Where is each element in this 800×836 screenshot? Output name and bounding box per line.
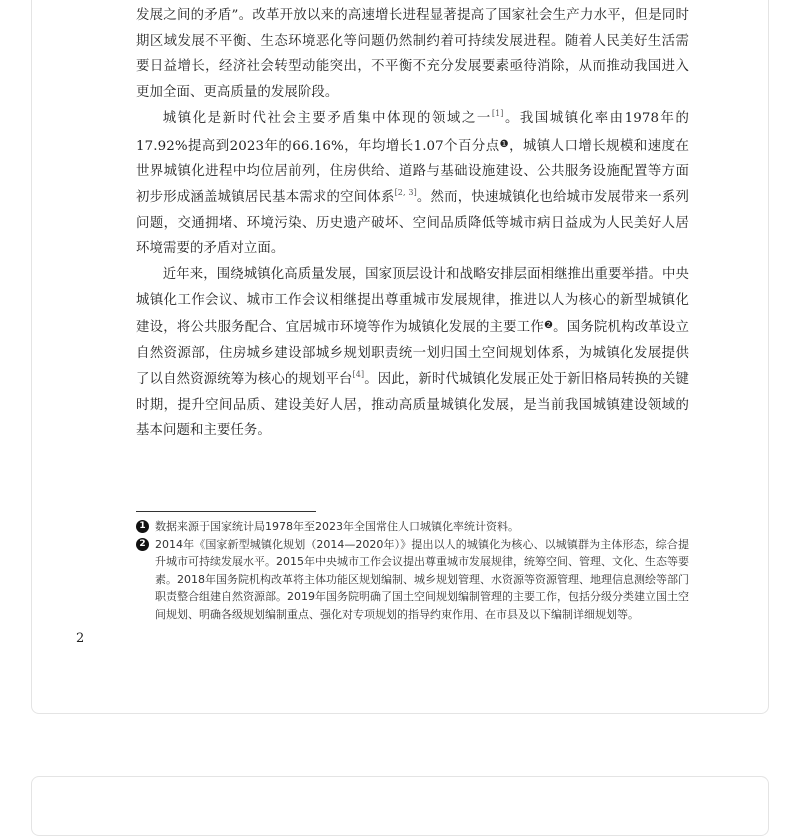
footnote-marker: ❶ bbox=[499, 138, 510, 150]
paragraph-1-text: 发展之间的矛盾”。改革开放以来的高速增长进程显著提高了国家社会生产力水平，但是同时期区域发展不平衡、生态环境恶化等问题仍然制约着可持续发展进程。随着人民美好生活需要日益增长，经济社会转型动能突出，不平衡不充分发展要素亟待消除，从而推动我国进入更加全面、更高质量的发展阶段。 bbox=[136, 8, 689, 101]
paragraph-3-text-a: 近年来，围绕城镇化高质量发展，国家顶层设计和战略安排层面相继推出重要举措。中央城镇化工作会议、城市工作会议相继提出尊重城市发展规律，推进以人为核心的新型城镇化建设，将公共服务配合、宜居城市环境等作为城镇化发展的主要工作 bbox=[136, 267, 689, 336]
citation-ref: [2, 3] bbox=[394, 187, 417, 197]
footnote-1 bbox=[136, 518, 689, 536]
footnote-number-badge: 1 bbox=[136, 520, 149, 533]
paragraph-2-text-c: ，城镇人口增长规模和速度在世界城镇化进程中均位居前列，住房供给、道路与基础设施建设、公共服务设施配置等方面初步形成涵盖城镇居民基本需求的空间体系 bbox=[136, 138, 689, 205]
paragraph-1 bbox=[136, 3, 689, 106]
footnotes bbox=[136, 518, 689, 623]
footnote-marker: ❷ bbox=[543, 320, 554, 332]
paragraph-2-text-d: 。然而，快速城镇化也给城市发展带来一系列问题，交通拥堵、环境污染、历史遗产破坏、空间品质降低等城市病日益成为人民美好人居环境需要的矛盾对立面。 bbox=[136, 189, 689, 257]
footnote-divider bbox=[136, 511, 316, 512]
footnote-text: 2014年《国家新型城镇化规划（2014—2020年）》提出以人的城镇化为核心、以城镇群为主体形态，综合提升城市可持续发展水平。2015年中央城市工作会议提出尊重城市发展规律，统筹空间、管理、文化、生态等要素。2018年国务院机构改革将主体功能区规划编制、城乡规划管理、水资源等资源管理、地理信息测绘等部门职责整合组建自然资源部。2019年国务院明确了国土空间规划编制管理的主要工作，包括分级分类建立国土空间规划、明确各级规划编制重点、强化对专项规划的指导约束作用、在市县及以下编制详细规划等。 bbox=[155, 537, 689, 621]
paragraph-3-text-c: 。因此，新时代城镇化发展正处于新旧格局转换的关键时期，提升空间品质、建设美好人居，推动高质量城镇化发展，是当前我国城镇建设领域的基本问题和主要任务。 bbox=[136, 371, 689, 439]
paragraph-3 bbox=[136, 262, 689, 444]
footnote-number-badge: 2 bbox=[136, 538, 149, 551]
citation-ref: [4] bbox=[352, 369, 365, 379]
citation-ref: [1] bbox=[491, 108, 504, 118]
paragraph-2 bbox=[136, 106, 689, 262]
paragraph-2-text-b: 。我国城镇化率由1978年的17.92%提高到2023年的66.16%，年均增长1.07个百分点 bbox=[136, 110, 689, 154]
footnote-text: 数据来源于国家统计局1978年至2023年全国常住人口城镇化率统计资料。 bbox=[155, 520, 519, 533]
paragraph-2-text-a: 城镇化是新时代社会主要矛盾集中体现的领域之一 bbox=[162, 110, 492, 126]
document-page bbox=[31, 0, 769, 714]
page-number: 2 bbox=[76, 631, 85, 646]
paragraph-3-text-b: 。国务院机构改革设立自然资源部，住房城乡建设部城乡规划职责统一划归国土空间规划体系，为城镇化发展提供了以自然资源统筹为核心的规划平台 bbox=[136, 320, 690, 387]
next-page bbox=[31, 776, 769, 836]
body-text bbox=[136, 3, 689, 444]
footnote-2 bbox=[136, 536, 689, 624]
